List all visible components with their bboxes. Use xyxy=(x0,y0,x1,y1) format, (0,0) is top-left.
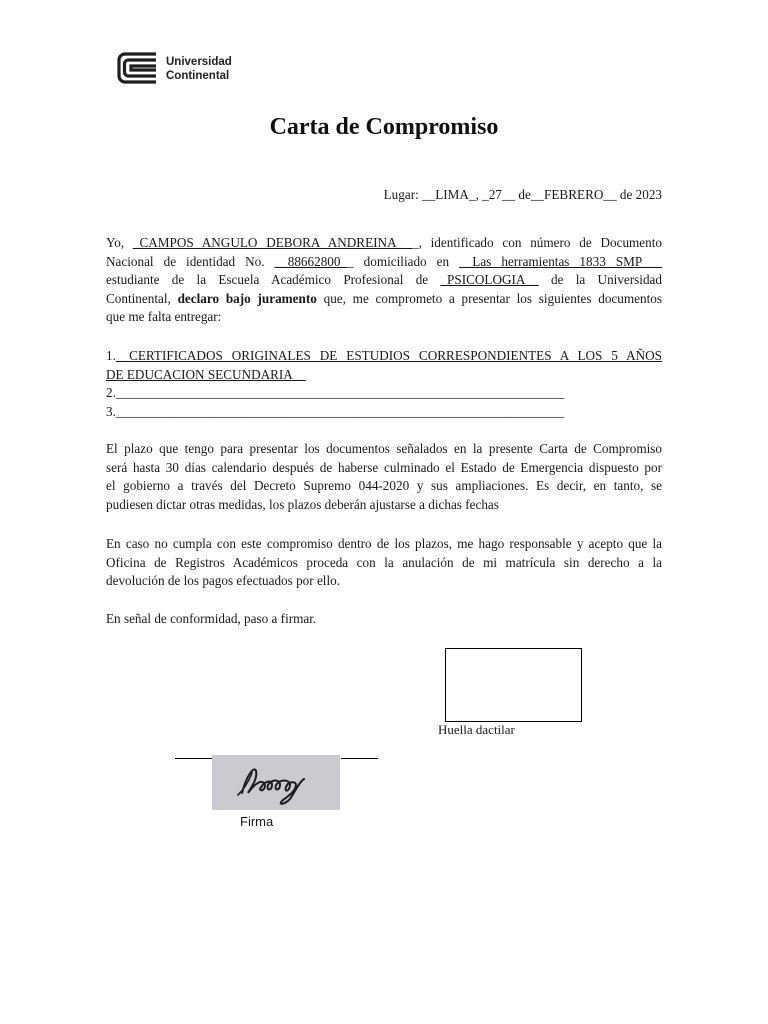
declaration-line-2 xyxy=(106,253,662,272)
place-date-line xyxy=(378,186,662,205)
place-sep-2: __ de__ xyxy=(501,187,545,202)
consequence-line-2: Oficina de Registros Académicos proceda con la anulación de mi matrícula sin derecho a la xyxy=(106,554,662,570)
place-prefix: Lugar: __ xyxy=(383,187,436,202)
document-item-1-number: 1. xyxy=(106,348,116,363)
consequence-paragraph xyxy=(106,535,662,591)
declaration-line-5: que me falta entregar: xyxy=(106,309,222,325)
date-month: FEBRERO xyxy=(544,187,604,202)
document-title: Carta de Compromiso xyxy=(269,114,499,140)
fingerprint-label: Huella dactilar xyxy=(438,722,515,737)
document-item-2: 2.____________________________________________________________________ xyxy=(106,385,565,401)
text-declaro-bajo-juramento: declaro bajo juramento xyxy=(177,290,317,306)
place-sep-3: __ de xyxy=(603,187,636,202)
student-dni: __88662800_ xyxy=(274,253,348,269)
fingerprint-box xyxy=(445,648,582,722)
text-yo: Yo, xyxy=(106,235,133,250)
deadline-line-1: El plazo que tengo para presentar los documentos señalados en la presente Carta de Compromiso xyxy=(106,441,662,456)
student-name: _CAMPOS ANGULO DEBORA ANDREINA_ xyxy=(132,235,412,250)
date-year: 2023 xyxy=(635,187,662,202)
handwritten-signature-image xyxy=(212,755,340,810)
date-day: 27 xyxy=(488,187,502,202)
closing-statement: En señal de conformidad, paso a firmar. xyxy=(106,611,317,626)
deadline-line-2: será hasta 30 días calendario después de haberse culminado el Estado de Emergencia dispuesto por xyxy=(106,459,662,475)
logo-line-2: Continental xyxy=(166,70,230,82)
place-sep-1: _, _ xyxy=(468,187,489,202)
consequence-line-3: devolución de los pagos efectuados por ello. xyxy=(106,573,341,589)
text-dni-label: Nacional de identidad No. xyxy=(106,253,265,269)
place-city: LIMA xyxy=(435,187,469,202)
documents-list xyxy=(106,347,662,421)
text-identificado: _, identificado con número de Documento xyxy=(411,235,663,250)
declaration-line-4 xyxy=(106,290,662,309)
student-address: __Las herramientas 1833 SMP___ xyxy=(459,253,662,269)
university-logo-text xyxy=(166,55,232,83)
signature-line-left xyxy=(175,758,213,759)
document-item-3: 3.____________________________________________________________________ xyxy=(106,403,565,419)
student-career: _PSICOLOGIA__ xyxy=(440,272,539,288)
document-item-1-text-2: DE EDUCACION SECUNDARIA__ xyxy=(106,366,307,382)
text-continental: Continental, xyxy=(106,290,171,306)
text-universidad: de la Universidad xyxy=(550,272,662,288)
declaration-line-3 xyxy=(106,271,662,290)
deadline-line-4: pudiesen dictar otras medidas, los plazos deberán ajustarse a dichas fechas xyxy=(106,496,499,512)
declaration-paragraph xyxy=(106,234,662,327)
signature-line-right xyxy=(341,758,378,759)
deadline-paragraph xyxy=(106,440,662,514)
signature-label: Firma xyxy=(240,814,274,829)
text-domiciliado: _ domiciliado en xyxy=(347,253,450,269)
text-me-comprometo: que, me comprometo a presentar los siguientes documentos xyxy=(323,290,662,306)
consequence-line-1: En caso no cumpla con este compromiso dentro de los plazos, me hago responsable y acepto que la xyxy=(106,536,662,551)
document-item-1 xyxy=(106,347,662,366)
logo-line-1: Universidad xyxy=(166,56,232,68)
document-item-1-text: __CERTIFICADOS ORIGINALES DE ESTUDIOS CORRESPONDIENTES A LOS 5 AÑOS xyxy=(115,348,662,363)
university-logo-icon xyxy=(116,51,158,85)
declaration-line-1 xyxy=(106,234,662,253)
document-item-1-continued xyxy=(106,366,662,385)
deadline-line-3: el gobierno a través del Decreto Supremo 044-2020 y sus ampliaciones. Es decir, en tanto, se xyxy=(106,478,662,494)
text-escuela: estudiante de la Escuela Académico Profesional de xyxy=(106,272,429,288)
